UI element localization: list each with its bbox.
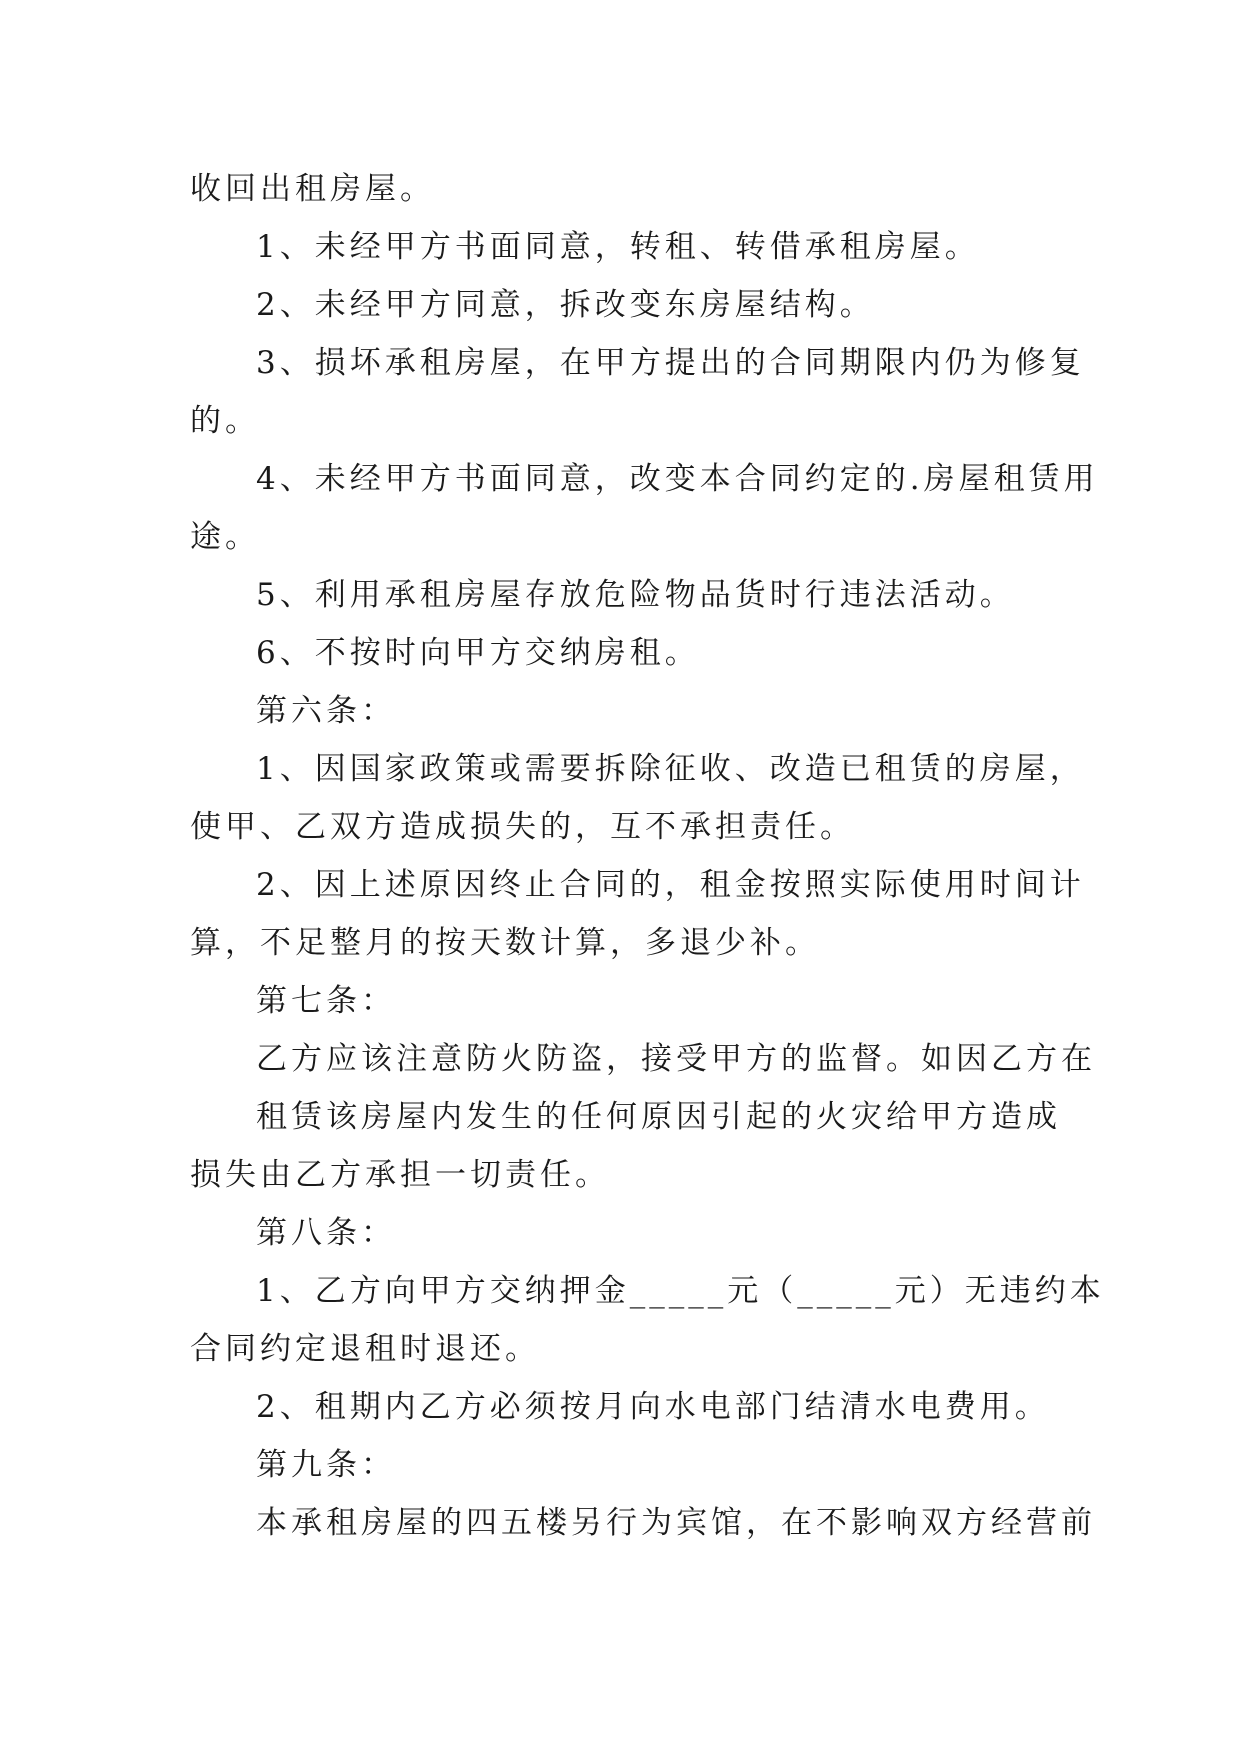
text-line: 1、乙方向甲方交纳押金_____元（_____元）无违约本 [256,1273,1105,1309]
text-line: 乙方应该注意防火防盗，接受甲方的监督。如因乙方在 [256,1041,1096,1077]
text-line: 2、租期内乙方必须按月向水电部门结清水电费用。 [256,1389,1050,1425]
text-line: 第六条： [256,693,396,729]
text-line: 算，不足整月的按天数计算，多退少补。 [190,925,820,961]
text-line: 1、未经甲方书面同意，转租、转借承租房屋。 [256,229,980,265]
text-line: 损失由乙方承担一切责任。 [190,1157,610,1193]
text-line: 3、损坏承租房屋，在甲方提出的合同期限内仍为修复 [256,345,1085,381]
text-line: 1、因国家政策或需要拆除征收、改造已租赁的房屋， [256,751,1085,787]
text-line: 2、未经甲方同意，拆改变东房屋结构。 [256,287,875,323]
text-line: 5、利用承租房屋存放危险物品货时行违法活动。 [256,577,1015,613]
text-line: 第九条： [256,1447,396,1483]
text-line: 途。 [190,519,260,555]
text-line: 合同约定退租时退还。 [190,1331,540,1367]
text-line: 收回出租房屋。 [190,171,435,207]
text-line: 第七条： [256,983,396,1019]
text-line: 使甲、乙双方造成损失的，互不承担责任。 [190,809,855,845]
text-line: 租赁该房屋内发生的任何原因引起的火灾给甲方造成 [256,1099,1061,1135]
text-line: 的。 [190,403,260,439]
text-line: 第八条： [256,1215,396,1251]
document-body [190,160,1105,1552]
text-line: 4、未经甲方书面同意，改变本合同约定的.房屋租赁用 [256,461,1099,497]
text-line: 6、不按时向甲方交纳房租。 [256,635,700,671]
text-line: 本承租房屋的四五楼另行为宾馆，在不影响双方经营前 [256,1505,1096,1541]
text-line: 2、因上述原因终止合同的，租金按照实际使用时间计 [256,867,1085,903]
